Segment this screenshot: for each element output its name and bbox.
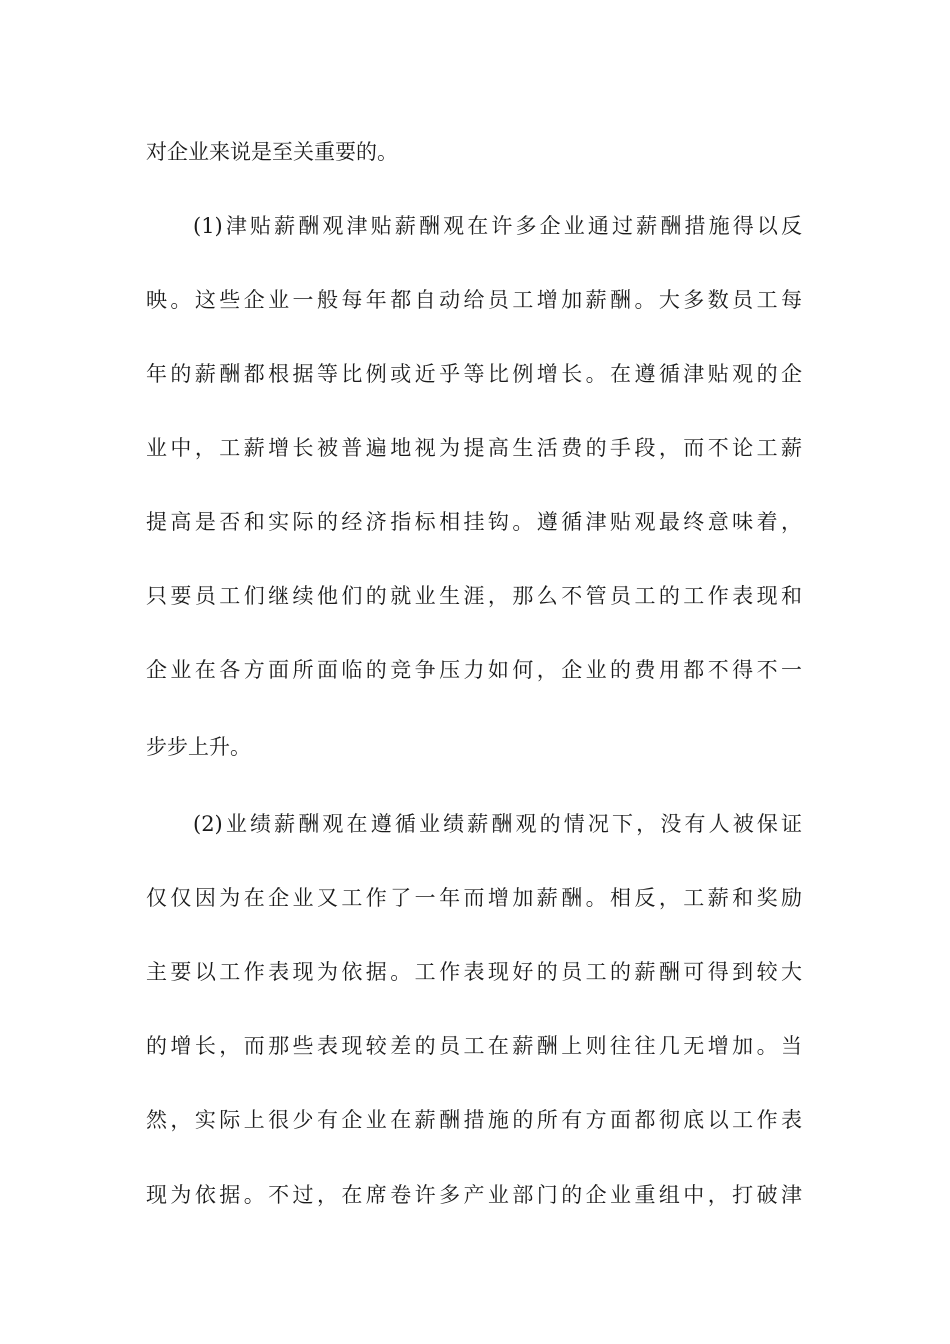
text-line: 现为依据。不过，在席卷许多产业部门的企业重组中，打破津 bbox=[146, 1183, 802, 1207]
text-line: 对企业来说是至关重要的。 bbox=[146, 140, 398, 164]
text-line: 只要员工们继续他们的就业生涯，那么不管员工的工作表现和 bbox=[146, 584, 802, 608]
text-line: 映。这些企业一般每年都自动给员工增加薪酬。大多数员工每 bbox=[146, 288, 802, 312]
text-line: 年的薪酬都根据等比例或近乎等比例增长。在遵循津贴观的企 bbox=[146, 362, 802, 386]
paragraph-2-first-line: (2)业绩薪酬观在遵循业绩薪酬观的情况下，没有人被保证 bbox=[193, 812, 802, 836]
text-line: 企业在各方面所面临的竞争压力如何，企业的费用都不得不一 bbox=[146, 658, 802, 682]
text-line: 然，实际上很少有企业在薪酬措施的所有方面都彻底以工作表 bbox=[146, 1108, 802, 1132]
text-line: 步步上升。 bbox=[146, 735, 251, 759]
text-line: 业中，工薪增长被普遍地视为提高生活费的手段，而不论工薪 bbox=[146, 436, 802, 460]
text-line: 主要以工作表现为依据。工作表现好的员工的薪酬可得到较大 bbox=[146, 960, 802, 984]
paragraph-1-first-line: (1)津贴薪酬观津贴薪酬观在许多企业通过薪酬措施得以反 bbox=[193, 214, 802, 238]
text-line: 提高是否和实际的经济指标相挂钩。遵循津贴观最终意味着， bbox=[146, 510, 802, 534]
text-line: 仅仅因为在企业又工作了一年而增加薪酬。相反，工薪和奖励 bbox=[146, 886, 802, 910]
text-line: 的增长，而那些表现较差的员工在薪酬上则往往几无增加。当 bbox=[146, 1034, 802, 1058]
